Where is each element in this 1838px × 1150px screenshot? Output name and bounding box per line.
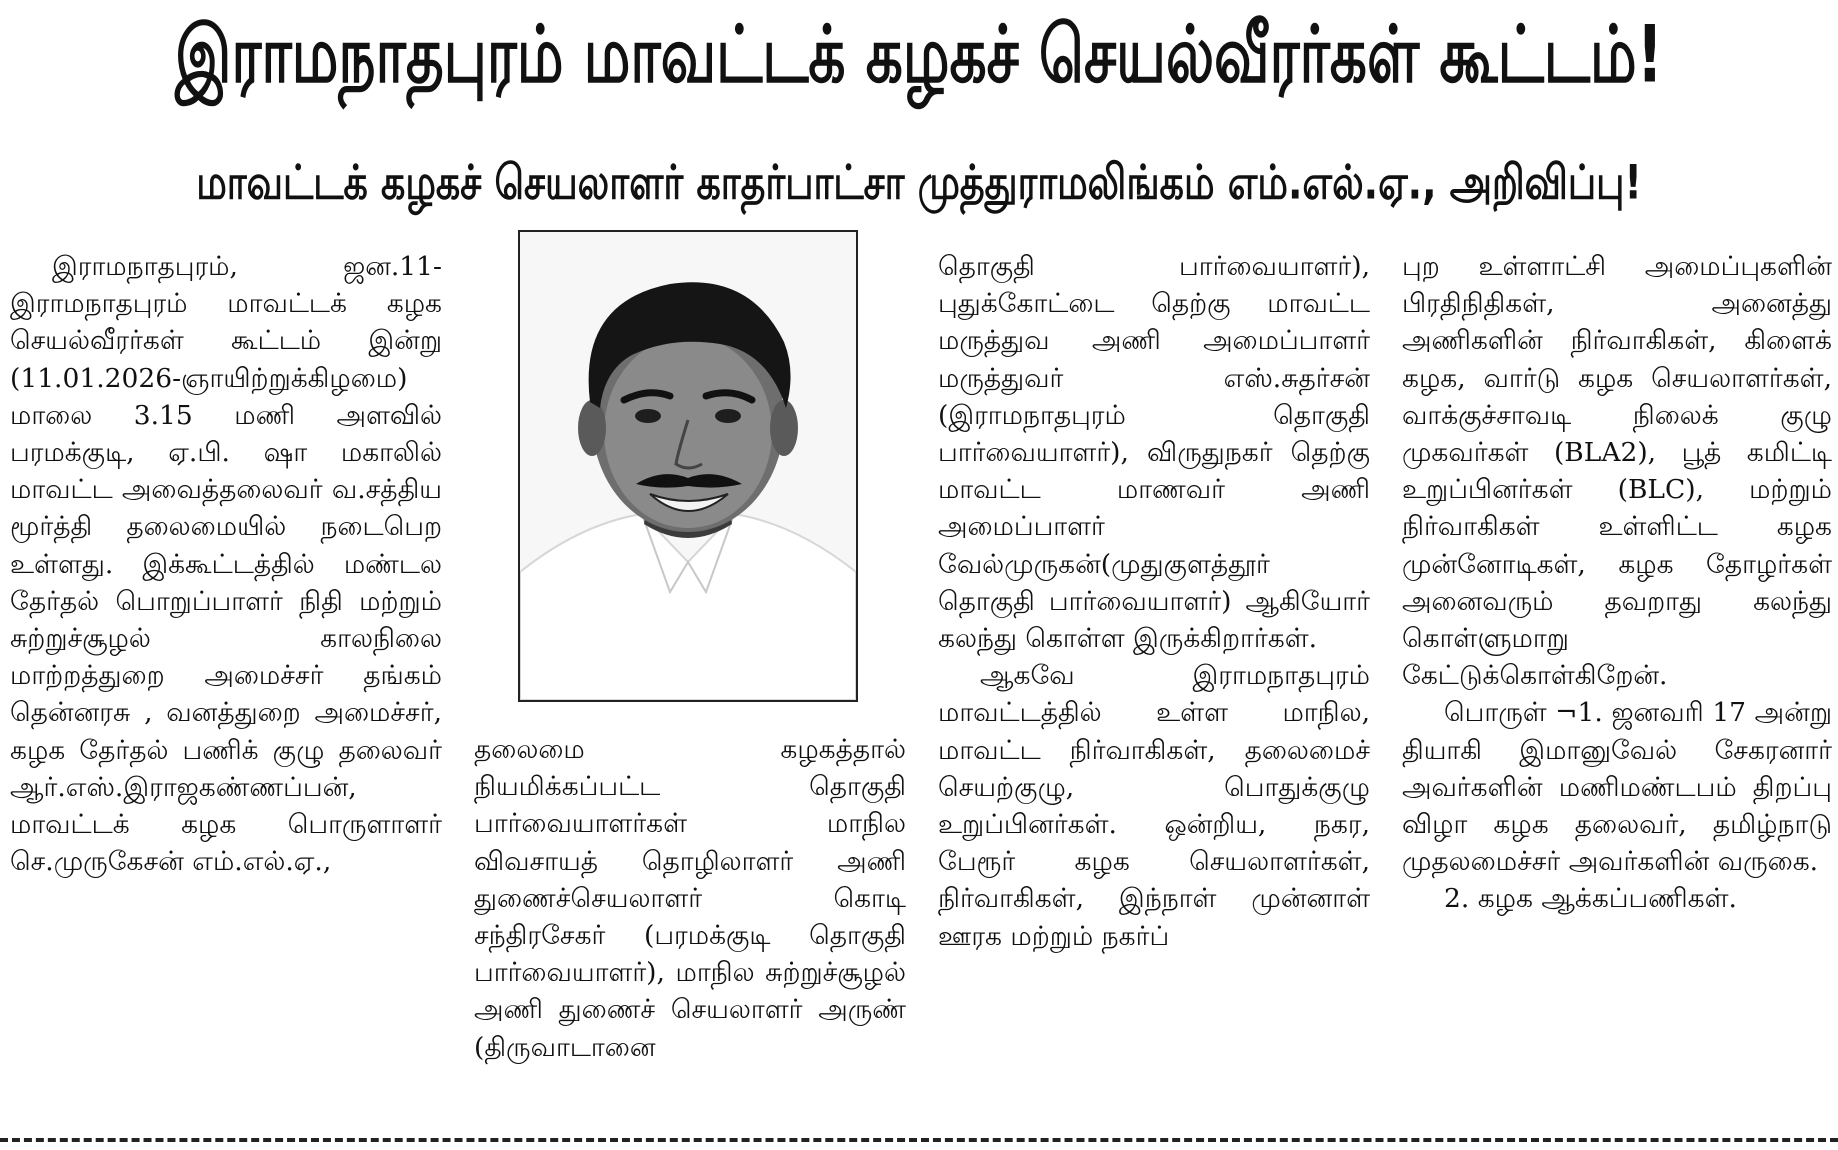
portrait-illustration xyxy=(520,232,856,700)
paragraph: 2. கழக ஆக்கப்பணிகள். xyxy=(1444,883,1737,915)
article-column-3 xyxy=(938,248,1370,955)
article-column-4 xyxy=(1402,248,1832,918)
paragraph: தலைமை கழகத்தால் நியமிக்கப்பட்ட தொகுதி பார்வையாளர்கள் மாநில விவசாயத் தொழிலாளர் அணி துணைச்செயலாளர் கொடி சந்திரசேகர் (பரமக்குடி தொகுதி பார்வையாளர்), மாநில சுற்றுச்சூழல் அணி துணைச் செயலாளர் அருண் (திருவாடானை xyxy=(474,734,906,1063)
paragraph: புற உள்ளாட்சி அமைப்புகளின் பிரதிநிதிகள், அனைத்து அணிகளின் நிர்வாகிகள், கிளைக் கழக, வார்டு கழக செயலாளர்கள், வாக்குச்சாவடி நிலைக் குழு முகவர்கள் (BLA2), பூத் கமிட்டி உறுப்பினர்கள் (BLC), மற்றும் நிர்வாகிகள் உள்ளிட்ட கழக முன்னோடிகள், கழக தோழர்கள் அனைவரும் தவறாது கலந்து கொள்ளுமாறு கேட்டுக்கொள்கிறேன். xyxy=(1402,251,1832,692)
paragraph: ஆகவே இராமநாதபுரம் மாவட்டத்தில் உள்ள மாநில, மாவட்ட நிர்வாகிகள், தலைமைச் செயற்குழு, பொதுக்குழு உறுப்பினர்கள். ஒன்றிய, நகர, பேரூர் கழக செயலாளர்கள், நிர்வாகிகள், இந்நாள் முன்னாள் ஊரக மற்றும் நகர்ப் xyxy=(938,660,1370,952)
paragraph: தொகுதி பார்வையாளர்), புதுக்கோட்டை தெற்கு மாவட்ட மருத்துவ அணி அமைப்பாளர் மருத்துவர் எஸ்.சுதர்சன் (இராமநாதபுரம் தொகுதி பார்வையாளர்), விருதுநகர் தெற்கு மாவட்ட மாணவர் அணி அமைப்பாளர் வேல்முருகன்(முதுகுளத்தூர் தொகுதி பார்வையாளர்) ஆகியோர் கலந்து கொள்ள இருக்கிறார்கள். xyxy=(938,251,1370,655)
portrait-photo xyxy=(518,230,858,702)
paragraph: பொருள் ¬1. ஜனவரி 17 அன்று தியாகி இமானுவேல் சேகரனார் அவர்களின் மணிமண்டபம் திறப்பு விழா கழக தலைவர், தமிழ்நாடு முதலமைச்சர் அவர்களின் வருகை. xyxy=(1402,697,1832,878)
dashed-divider xyxy=(0,1138,1838,1142)
article-column-1 xyxy=(10,248,442,880)
article-column-2 xyxy=(474,731,906,1066)
headline: இராமநாதபுரம் மாவட்டக் கழகச் செயல்வீரர்கள் கூட்டம்! xyxy=(174,8,1664,101)
paragraph: இராமநாதபுரம், ஜன.11- இராமநாதபுரம் மாவட்டக் கழக செயல்வீரர்கள் கூட்டம் இன்று (11.01.2026-ஞாயிற்றுக்கிழமை) மாலை 3.15 மணி அளவில் பரமக்குடி, ஏ.பி. ஷா மகாலில் மாவட்ட அவைத்தலைவர் வ.சத்திய மூர்த்தி தலைமையில் நடைபெற உள்ளது. இக்கூட்டத்தில் மண்டல தேர்தல் பொறுப்பாளர் நிதி மற்றும் சுற்றுச்சூழல் காலநிலை மாற்றத்துறை அமைச்சர் தங்கம் தென்னரசு , வனத்துறை அமைச்சர், கழக தேர்தல் பணிக் குழு தலைவர் ஆர்.எஸ்.இராஜகண்ணப்பன், மாவட்டக் கழக பொருளாளர் செ.முருகேசன் எம்.எல்.ஏ., xyxy=(10,251,442,878)
subheadline: மாவட்டக் கழகச் செயலாளர் காதர்பாட்சா முத்துராமலிங்கம் எம்.எல்.ஏ., அறிவிப்பு! xyxy=(196,154,1642,210)
